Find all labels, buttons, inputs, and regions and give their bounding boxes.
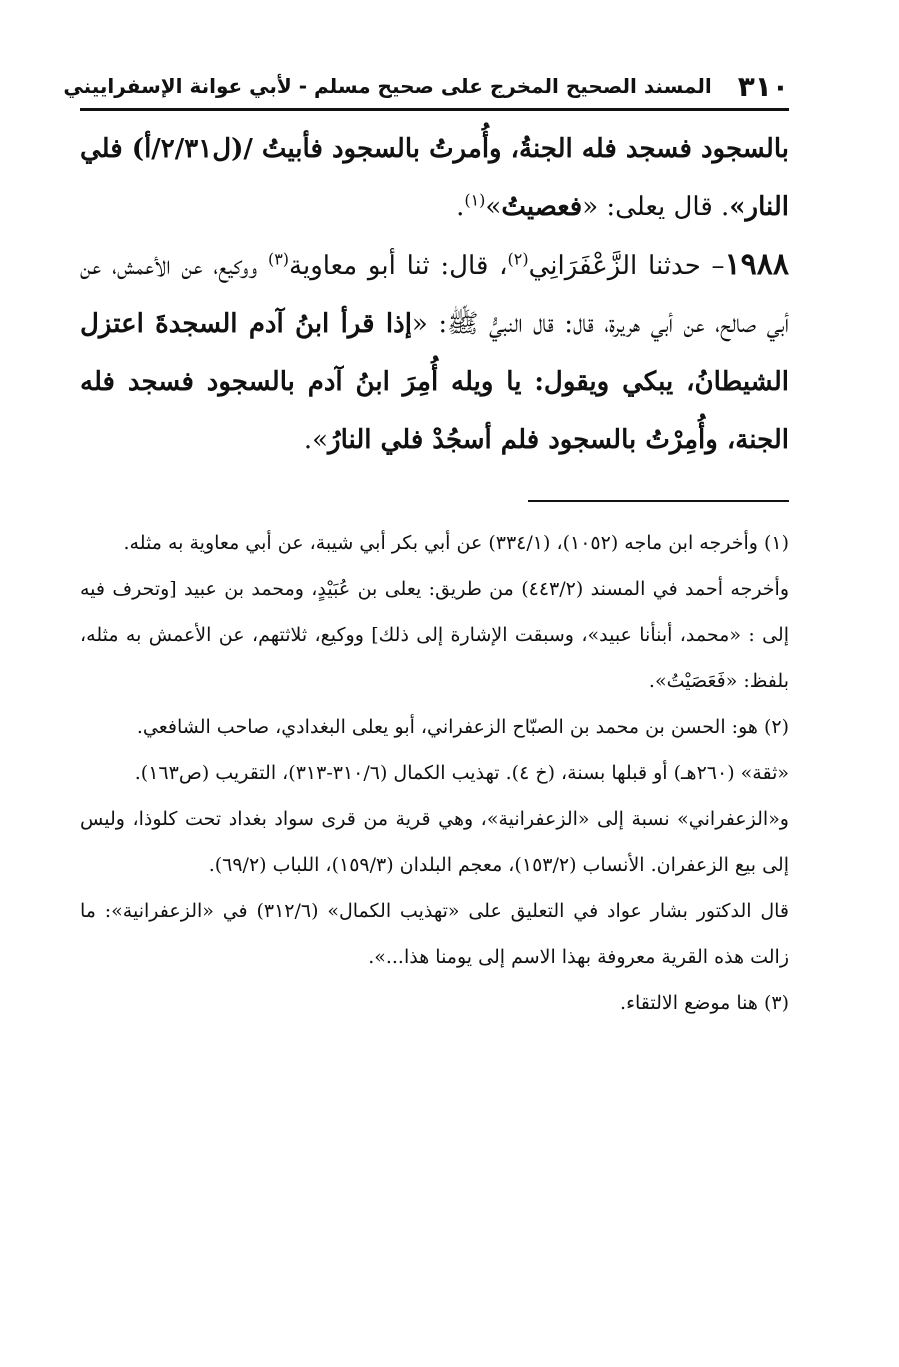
footnote: وأخرجه أحمد في المسند (٤٤٣/٢) من طريق: يعلى بن عُبَيْدٍ، ومحمد بن عبيد [وتحرف فيه إلى : «محمد، أبنأنا عبيد»، وسبقت الإشارة إلى ذلك] ووكيع، ثلاثتهم، عن الأعمش به مثله، بلفظ: «فَعَصَيْتُ». (80, 578, 789, 692)
main-text (80, 120, 789, 469)
isnad-text: ، قال: ثنا أبو معاوية (289, 251, 508, 281)
footnote: «ثقة» (٢٦٠هـ) أو قبلها بسنة، (خ ٤). تهذيب الكمال (٣١٠/٦-٣١٣)، التقريب (ص١٦٣). (134, 762, 789, 784)
hadith-text-bold: بالسجود فسجد فله الجنةُ، وأُمرتُ بالسجود فأبيتُ /(ل٢/٣١/أ) فلي النار» (80, 134, 790, 222)
header-rule (80, 108, 789, 111)
footnote-ref-1: (١) (464, 190, 486, 210)
hadith-text-bold: فعصيتُ (501, 192, 583, 222)
footnote-separator (528, 500, 789, 502)
running-title: المسند الصحيح المخرج على صحيح مسلم - لأبي عوانة الإسفراييني (63, 74, 712, 98)
hadith-number: ١٩٨٨ (724, 247, 789, 282)
isnad-text: ووكيع، عن الأعمش، عن أبي صالح، عن أبي هريرة، قال: قال النبيُّ ﷺ: « (80, 251, 789, 339)
page-number: ٣١٠ (737, 69, 789, 103)
text-span: . قال يعلى: « (582, 192, 730, 222)
paragraph-continuation (80, 120, 789, 236)
footnote-ref-3: (٣) (267, 249, 290, 269)
footnote: قال الدكتور بشار عواد في التعليق على «تهذيب الكمال» (٣١٢/٦) في «الزعفرانية»: ما زالت هذه القرية معروفة بهذا الاسم إلى يومنا هذا...». (80, 900, 790, 968)
text-span: ». (303, 425, 329, 455)
footnote: (١) وأخرجه ابن ماجه (١٠٥٢)، (٣٣٤/١) عن أبي بكر أبي شيبة، عن أبي معاوية به مثله. (123, 532, 789, 554)
isnad-text: – حدثنا الزَّعْفَرَانِي (528, 251, 725, 281)
hadith-1988 (80, 236, 789, 469)
text-span: . (456, 192, 465, 222)
footnotes (80, 520, 789, 1026)
footnote-ref-2: (٢) (507, 249, 529, 269)
hadith-text-bold: إذا قرأ ابنُ آدم السجدةَ اعتزل الشيطانُ، يبكي ويقول: يا ويله أُمِرَ ابنُ آدم بالسجود فسجد فله الجنة، وأُمِرْتُ بالسجود فلم أسجُدْ فلي النارُ (80, 309, 789, 455)
footnote: و«الزعفراني» نسبة إلى «الزعفرانية»، وهي قرية من قرى سواد بغداد تحت كلوذا، وليس إلى بيع الزعفران. الأنساب (١٥٣/٢)، معجم البلدان (١٥٩/٣)، اللباب (٦٩/٢). (80, 808, 789, 876)
page-header (63, 60, 789, 112)
footnote: (٢) هو: الحسن بن محمد بن الصبّاح الزعفراني، أبو يعلى البغدادي، صاحب الشافعي. (136, 716, 789, 738)
footnote: (٣) هنا موضع الالتقاء. (620, 992, 789, 1014)
text-span: » (485, 192, 502, 222)
